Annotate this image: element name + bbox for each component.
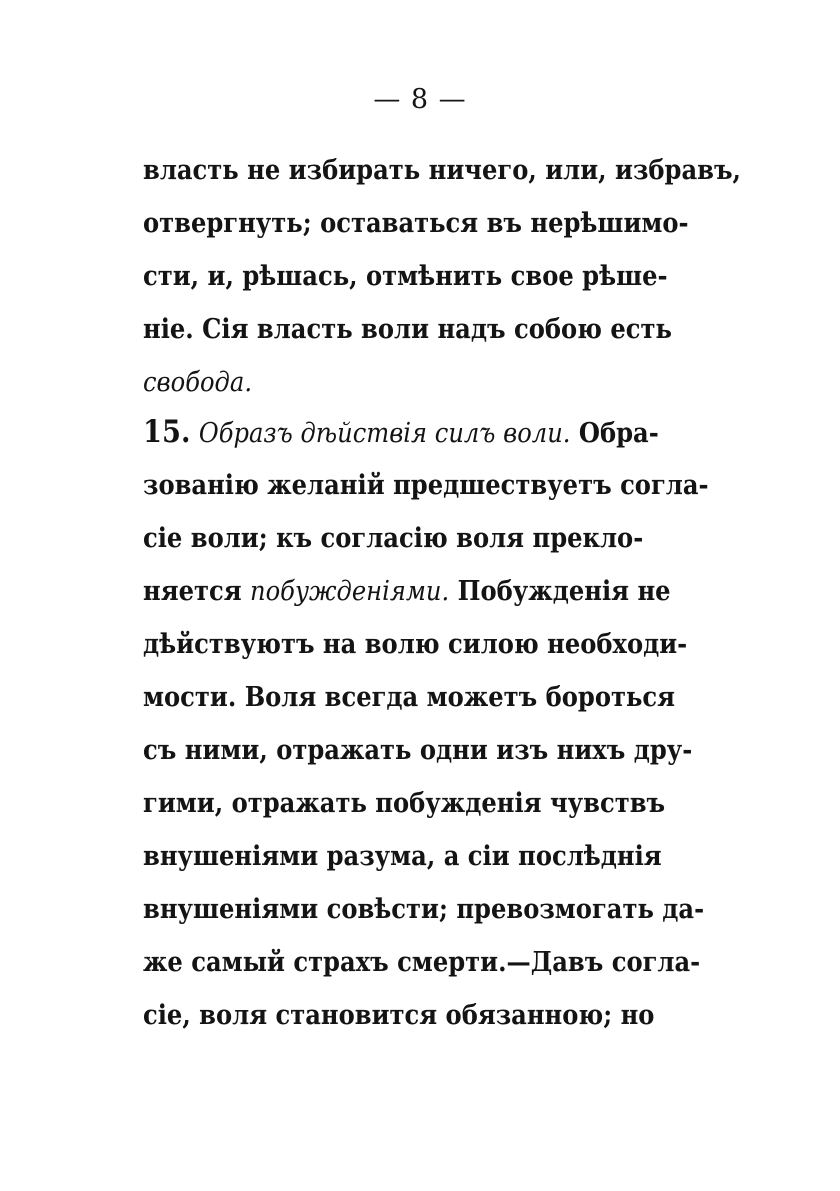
text-line xyxy=(143,356,640,409)
text-line xyxy=(143,565,671,618)
section-number: 15. xyxy=(143,414,191,450)
text-line: сіе, воля становится обязанною; но xyxy=(143,999,655,1031)
section-heading-line xyxy=(143,406,659,459)
section-heading: Образъ дѣйствія силъ воли. xyxy=(198,417,571,449)
text-fragment: няется xyxy=(143,575,242,607)
text-line: внушеніями разума, а сіи послѣднія xyxy=(143,840,662,872)
paragraph-freedom xyxy=(143,144,741,409)
italic-term-freedom: свобода. xyxy=(143,366,253,398)
text-line: власть не избирать ничего, или, избравъ, xyxy=(143,154,741,186)
text-line: зованію желаній предшествуетъ согла- xyxy=(143,469,709,501)
text-line: сіе воли; къ согласію воля прекло- xyxy=(143,522,644,554)
text-fragment: Побужденія не xyxy=(457,575,671,607)
text-line: съ ними, отражать одни изъ нихъ дру- xyxy=(143,734,693,766)
text-line: сти, и, рѣшась, отмѣнить свое рѣше- xyxy=(143,260,668,292)
text-line: ніе. Сія власть воли надъ собою есть xyxy=(143,313,672,345)
text-line: гими, отражать побужденія чувствъ xyxy=(143,787,666,819)
page-number: — 8 — xyxy=(373,84,467,115)
text-line: внушеніями совѣсти; превозмогать да- xyxy=(143,893,705,925)
paragraph-section-15 xyxy=(143,406,709,1042)
text-line: мости. Воля всегда можетъ бороться xyxy=(143,681,676,713)
text-fragment: Обра- xyxy=(578,417,659,449)
italic-term-motives: побужденіями. xyxy=(250,575,450,607)
text-line: же самый страхъ смерти.—Давъ согла- xyxy=(143,946,701,978)
text-line: дѣйствуютъ на волю силою необходи- xyxy=(143,628,688,660)
text-line: отвергнуть; оставаться въ нерѣшимо- xyxy=(143,207,689,239)
